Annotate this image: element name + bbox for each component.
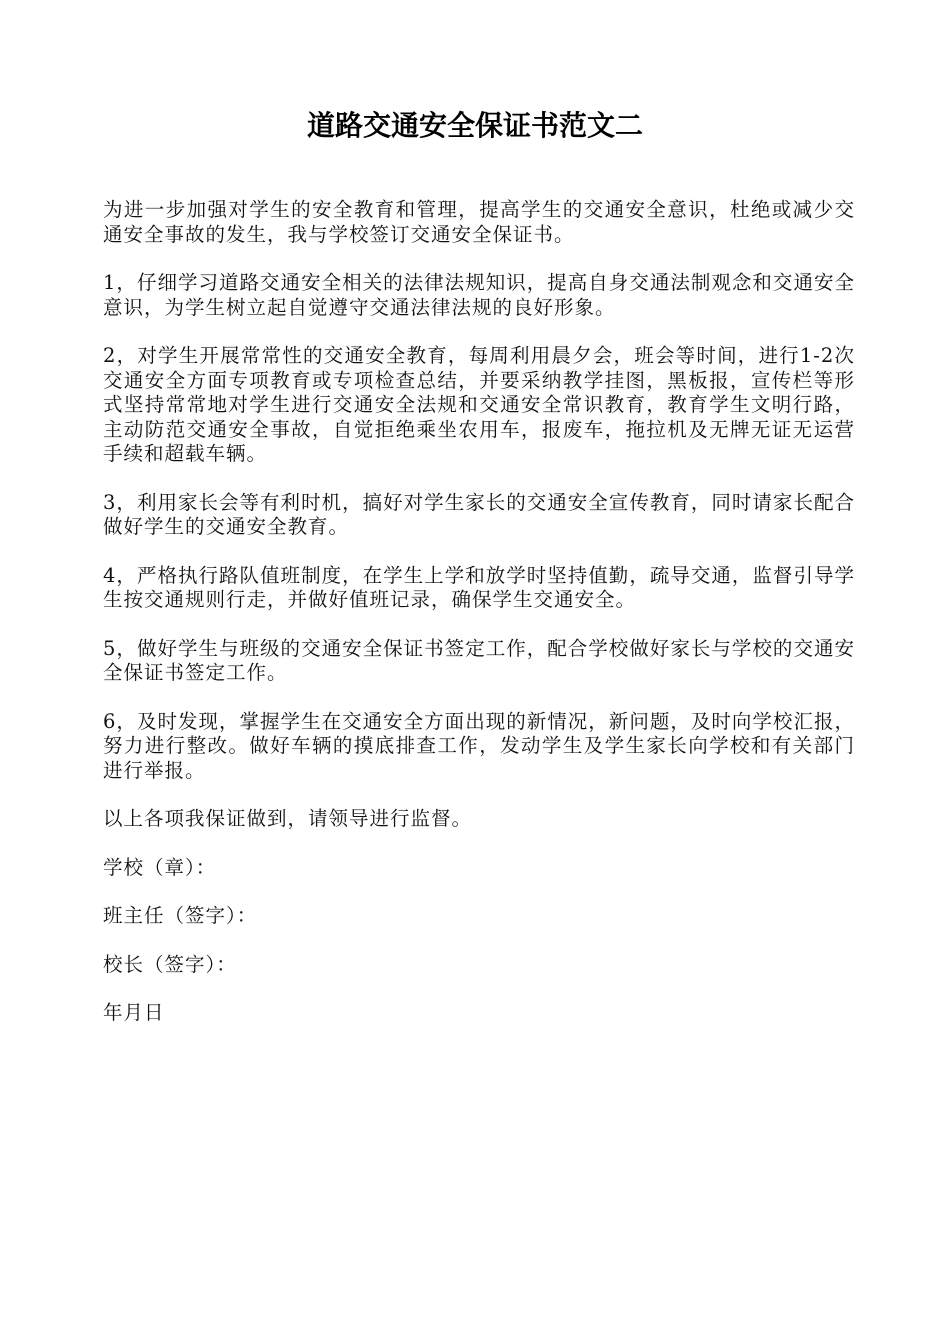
intro-paragraph: 为进一步加强对学生的安全教育和管理，提高学生的交通安全意识，杜绝或减少交通安全事故的发生，我与学校签订交通安全保证书。 (103, 198, 855, 246)
clause-2-paragraph: 2，对学生开展常常性的交通安全教育，每周利用晨夕会，班会等时间，进行1-2次交通安全方面专项教育或专项检查总结，并要采纳教学挂图，黑板报，宣传栏等形式坚持常常地对学生进行交通安全法规和交通安全常识教育，教育学生文明行路，主动防范交通安全事故，自觉拒绝乘坐农用车，报废车，拖拉机及无牌无证无运营手续和超载车辆。 (103, 344, 855, 465)
document-title: 道路交通安全保证书范文二 (306, 109, 643, 142)
head-teacher-signature-line: 班主任（签字）： (103, 904, 258, 927)
closing-paragraph: 以上各项我保证做到，请领导进行监督。 (103, 807, 473, 830)
document-body (103, 198, 855, 1050)
clause-4-paragraph: 4，严格执行路队值班制度，在学生上学和放学时坚持值勤，疏导交通，监督引导学生按交通规则行走，并做好值班记录，确保学生交通安全。 (103, 563, 855, 611)
clause-1-paragraph: 1，仔细学习道路交通安全相关的法律法规知识，提高自身交通法制观念和交通安全意识，为学生树立起自觉遵守交通法律法规的良好形象。 (103, 271, 855, 319)
school-seal-line: 学校（章）： (103, 855, 217, 879)
clause-5-paragraph: 5，做好学生与班级的交通安全保证书签定工作，配合学校做好家长与学校的交通安全保证书签定工作。 (103, 636, 855, 684)
date-line: 年月日 (103, 1001, 165, 1024)
clause-3-paragraph: 3，利用家长会等有利时机，搞好对学生家长的交通安全宣传教育，同时请家长配合做好学生的交通安全教育。 (103, 490, 855, 538)
clause-6-paragraph: 6，及时发现，掌握学生在交通安全方面出现的新情况，新问题，及时向学校汇报，努力进行整改。做好车辆的摸底排查工作，发动学生及学生家长向学校和有关部门进行举报。 (103, 709, 855, 782)
principal-signature-line: 校长（签字）： (103, 952, 237, 976)
